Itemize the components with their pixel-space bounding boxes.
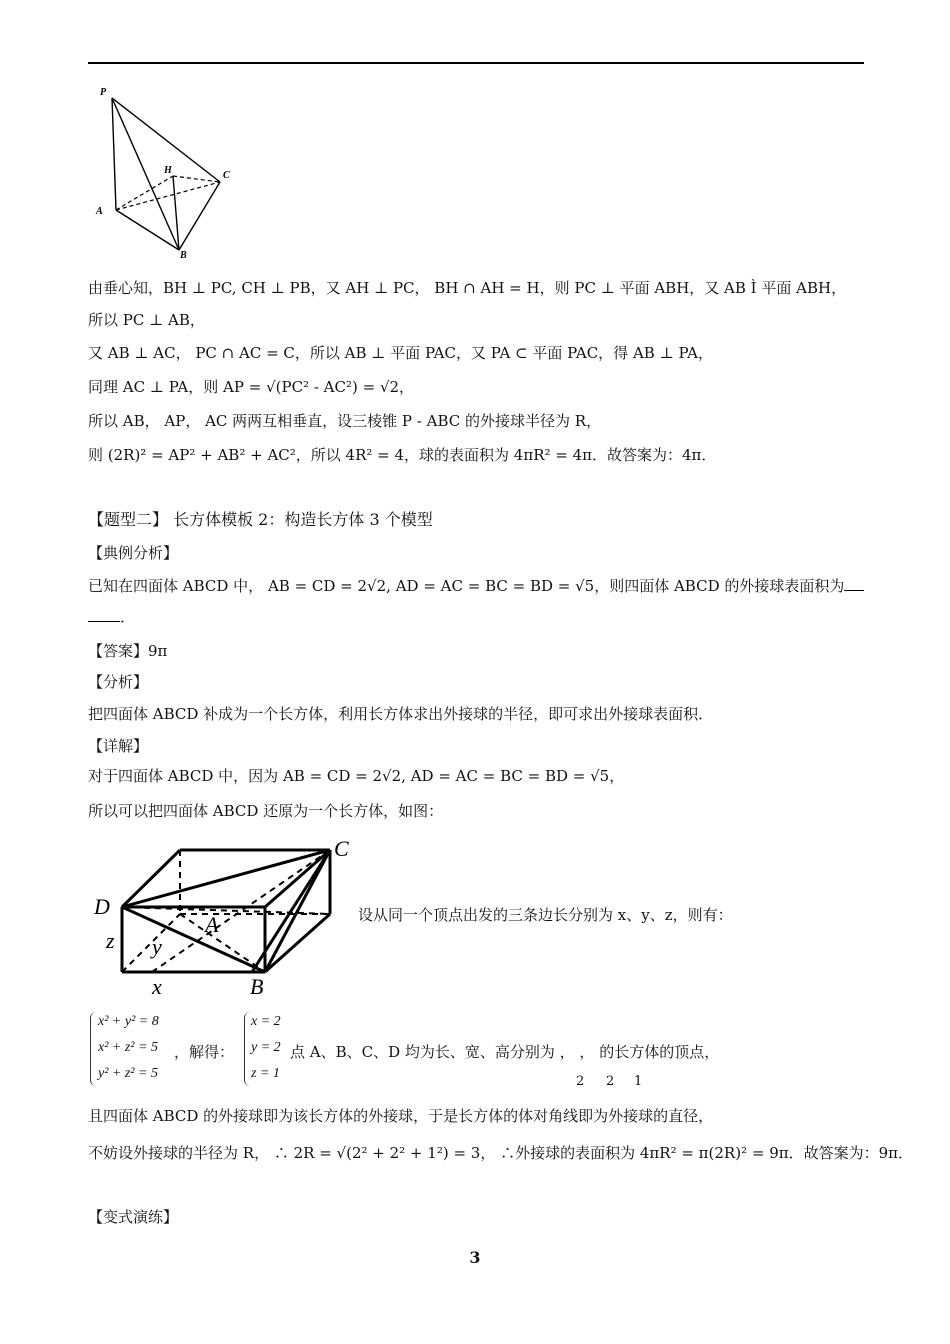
text-line: 由垂心知，BH ⊥ PC, CH ⊥ PB，又 AH ⊥ PC， BH ∩ AH = H，则 PC ⊥ 平面 ABH，又 AB Ì 平面 ABH， [88,279,847,297]
question-text: 已知在四面体 ABCD 中， AB = CD = 2√2, AD = AC = BC = BD = √5，则四面体 ABCD 的外接球表面积为 [88,577,845,595]
dim-height: 1 [634,1074,643,1089]
header-rule [88,62,864,64]
analysis-text: 把四面体 ABCD 补成为一个长方体，利用长方体求出外接球的半径，即可求出外接球表面积． [88,705,714,723]
variant-label: 【变式演练】 [88,1208,179,1226]
equation: x² + z² = 5 [98,1040,158,1055]
solve-word: ，解得： [174,1043,235,1061]
text-line: 同理 AC ⊥ PA，则 AP = √(PC² - AC²) = √2， [88,378,415,396]
label-D: D [94,894,110,919]
detail-line: 不妨设外接球的半径为 R， ∴ 2R = √(2² + 2² + 1²) = 3， ∴外接球的表面积为 4πR² = π(2R)² = 9π．故答案为：9π． [88,1144,914,1162]
detail-line: 所以可以把四面体 ABCD 还原为一个长方体，如图： [88,802,444,820]
text-line: 所以 PC ⊥ AB， [88,311,205,329]
answer-blank [844,576,864,591]
dim-length: 2 [576,1074,585,1089]
left-brace [244,1012,251,1086]
label-C: C [223,170,230,181]
detail-label: 【详解】 [88,737,149,755]
label-B: B [250,974,264,999]
text-line: 又 AB ⊥ AC， PC ∩ AC = C，所以 AB ⊥ 平面 PAC，又 PA ⊂ 平面 PAC，得 AB ⊥ PA， [88,344,713,362]
label-x: x [152,974,162,999]
label-B: B [180,250,187,261]
answer-line: 【答案】9π [88,642,168,660]
label-z: z [106,928,115,953]
question-end: ． [120,608,136,626]
detail-line: 对于四面体 ABCD 中，因为 AB = CD = 2√2, AD = AC = BC = BD = √5， [88,767,625,785]
label-H: H [164,165,172,176]
equation: y² + z² = 5 [98,1066,158,1081]
label-C: C [334,836,349,861]
text-line: 则 (2R)² = AP² + AB² + AC²，所以 4R² = 4，球的表面积为 4πR² = 4π．故答案为：4π． [88,446,717,464]
figure-caption: 设从同一个顶点出发的三条边长分别为 x、y、z，则有： [358,906,733,924]
label-A: A [96,206,103,217]
left-brace [90,1012,97,1086]
solution: x = 2 [251,1014,281,1029]
detail-line: 且四面体 ABCD 的外接球即为该长方体的外接球，于是长方体的体对角线即为外接球的直径， [88,1107,714,1125]
page-number: 3 [469,1248,481,1267]
cuboid-figure [92,832,362,1002]
label-P: P [100,87,107,98]
example-label: 【典例分析】 [88,544,179,562]
question-cont [88,607,135,627]
equation-system [98,1009,159,1087]
tetrahedron-figure [92,82,242,264]
solution-system [251,1009,281,1087]
label-y: y [152,934,162,959]
equation: x² + y² = 8 [98,1014,159,1029]
text-line: 所以 AB， AP， AC 两两互相垂直，设三棱锥 P - ABC 的外接球半径为 R， [88,412,602,430]
analysis-label: 【分析】 [88,673,149,691]
answer-blank [88,607,120,622]
solution: y = 2 [251,1040,281,1055]
question-line [88,576,864,596]
section-title: 【题型二】 长方体模板 2：构造长方体 3 个模型 [88,510,433,529]
solution: z = 1 [251,1066,280,1081]
label-A: A [205,912,219,937]
vertex-text: 点 A、B、C、D 均为长、宽、高分别为 ， ， 的长方体的顶点， [290,1043,720,1061]
dim-width: 2 [606,1074,615,1089]
